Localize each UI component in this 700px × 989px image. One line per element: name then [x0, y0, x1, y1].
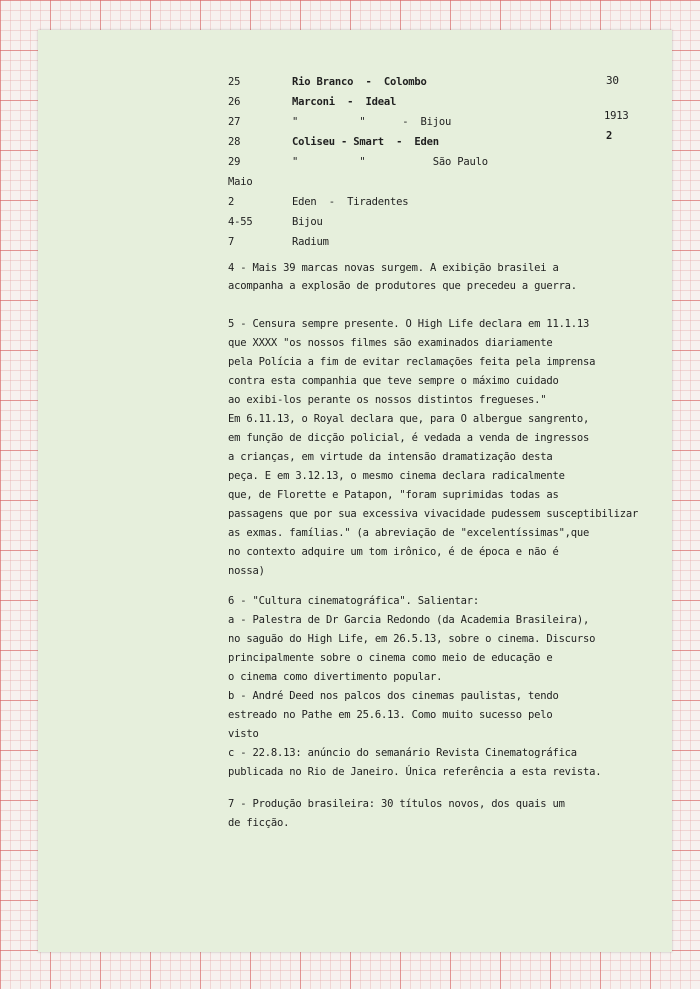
paragraph-line: Em 6.11.13, o Royal declara que, para O albergue sangrento,: [228, 413, 590, 425]
schedule-day: 7: [228, 236, 235, 248]
paragraph-line: o cinema como divertimento popular.: [228, 671, 443, 683]
schedule-day: 4-55: [228, 216, 253, 228]
schedule-day: 28: [228, 136, 241, 148]
paragraph-line: peça. E em 3.12.13, o mesmo cinema declara radicalmente: [228, 470, 565, 482]
page-number: 30: [606, 74, 619, 87]
paragraph-line: contra esta companhia que teve sempre o máximo cuidado: [228, 375, 559, 387]
schedule-day: 26: [228, 96, 241, 108]
paragraph-line: 7 - Produção brasileira: 30 títulos novos, dos quais um: [228, 798, 565, 810]
schedule-venues: Coliseu - Smart - Eden: [292, 136, 439, 148]
paragraph-line: 6 - "Cultura cinematográfica". Salientar:: [228, 595, 479, 607]
schedule-venues: Radium: [292, 236, 329, 248]
schedule-venues: " " - Bijou: [292, 116, 452, 128]
paragraph-line: no contexto adquire um tom irônico, é de época e não é: [228, 546, 559, 558]
paragraph-line: pela Polícia a fim de evitar reclamações feita pela imprensa: [228, 356, 596, 368]
paragraph-line: visto: [228, 728, 259, 740]
schedule-venues: Bijou: [292, 216, 323, 228]
paragraph-line: 5 - Censura sempre presente. O High Life declara em 11.1.13: [228, 318, 590, 330]
paragraph-line: a - Palestra de Dr Garcia Redondo (da Academia Brasileira),: [228, 614, 590, 626]
paragraph-line: b - André Deed nos palcos dos cinemas paulistas, tendo: [228, 690, 559, 702]
paragraph-line: nossa): [228, 565, 265, 577]
paragraph-line: ao exibi-los perante os nossos distintos fregueses.": [228, 394, 547, 406]
paragraph-line: no saguão do High Life, em 26.5.13, sobre o cinema. Discurso: [228, 633, 596, 645]
paragraph-line: que XXXX "os nossos filmes são examinados diariamente: [228, 337, 553, 349]
paragraph-line: 4 - Mais 39 marcas novas surgem. A exibição brasilei a: [228, 262, 559, 274]
paragraph-line: de ficção.: [228, 817, 290, 829]
schedule-venues: " " São Paulo: [292, 156, 488, 168]
margin-ref: 2: [606, 130, 613, 142]
paragraph-line: publicada no Rio de Janeiro. Única referência a esta revista.: [228, 766, 602, 778]
schedule-venues: Rio Branco - Colombo: [292, 76, 427, 88]
paragraph-line: passagens que por sua excessiva vivacidade pudessem susceptibilizar: [228, 508, 639, 520]
schedule-day: 29: [228, 156, 241, 168]
paragraph-line: c - 22.8.13: anúncio do semanário Revista Cinematográfica: [228, 747, 577, 759]
paragraph-line: estreado no Pathe em 25.6.13. Como muito sucesso pelo: [228, 709, 553, 721]
paragraph-line: que, de Florette e Patapon, "foram suprimidas todas as: [228, 489, 559, 501]
paragraph-line: a crianças, em virtude da intensão dramatização desta: [228, 451, 553, 463]
schedule-month: Maio: [228, 176, 253, 188]
typewritten-page: [38, 30, 672, 952]
paragraph-line: principalmente sobre o cinema como meio de educação e: [228, 652, 553, 664]
paragraph-line: em função de dicção policial, é vedada a venda de ingressos: [228, 432, 590, 444]
schedule-day: 25: [228, 76, 241, 88]
schedule-day: 2: [228, 196, 235, 208]
paragraph-line: acompanha a explosão de produtores que precedeu a guerra.: [228, 280, 577, 292]
schedule-venues: Eden - Tiradentes: [292, 196, 409, 208]
schedule-day: 27: [228, 116, 241, 128]
schedule-venues: Marconi - Ideal: [292, 96, 397, 108]
margin-year: 1913: [604, 110, 629, 122]
paragraph-line: as exmas. famílias." (a abreviação de "excelentíssimas",que: [228, 527, 590, 539]
